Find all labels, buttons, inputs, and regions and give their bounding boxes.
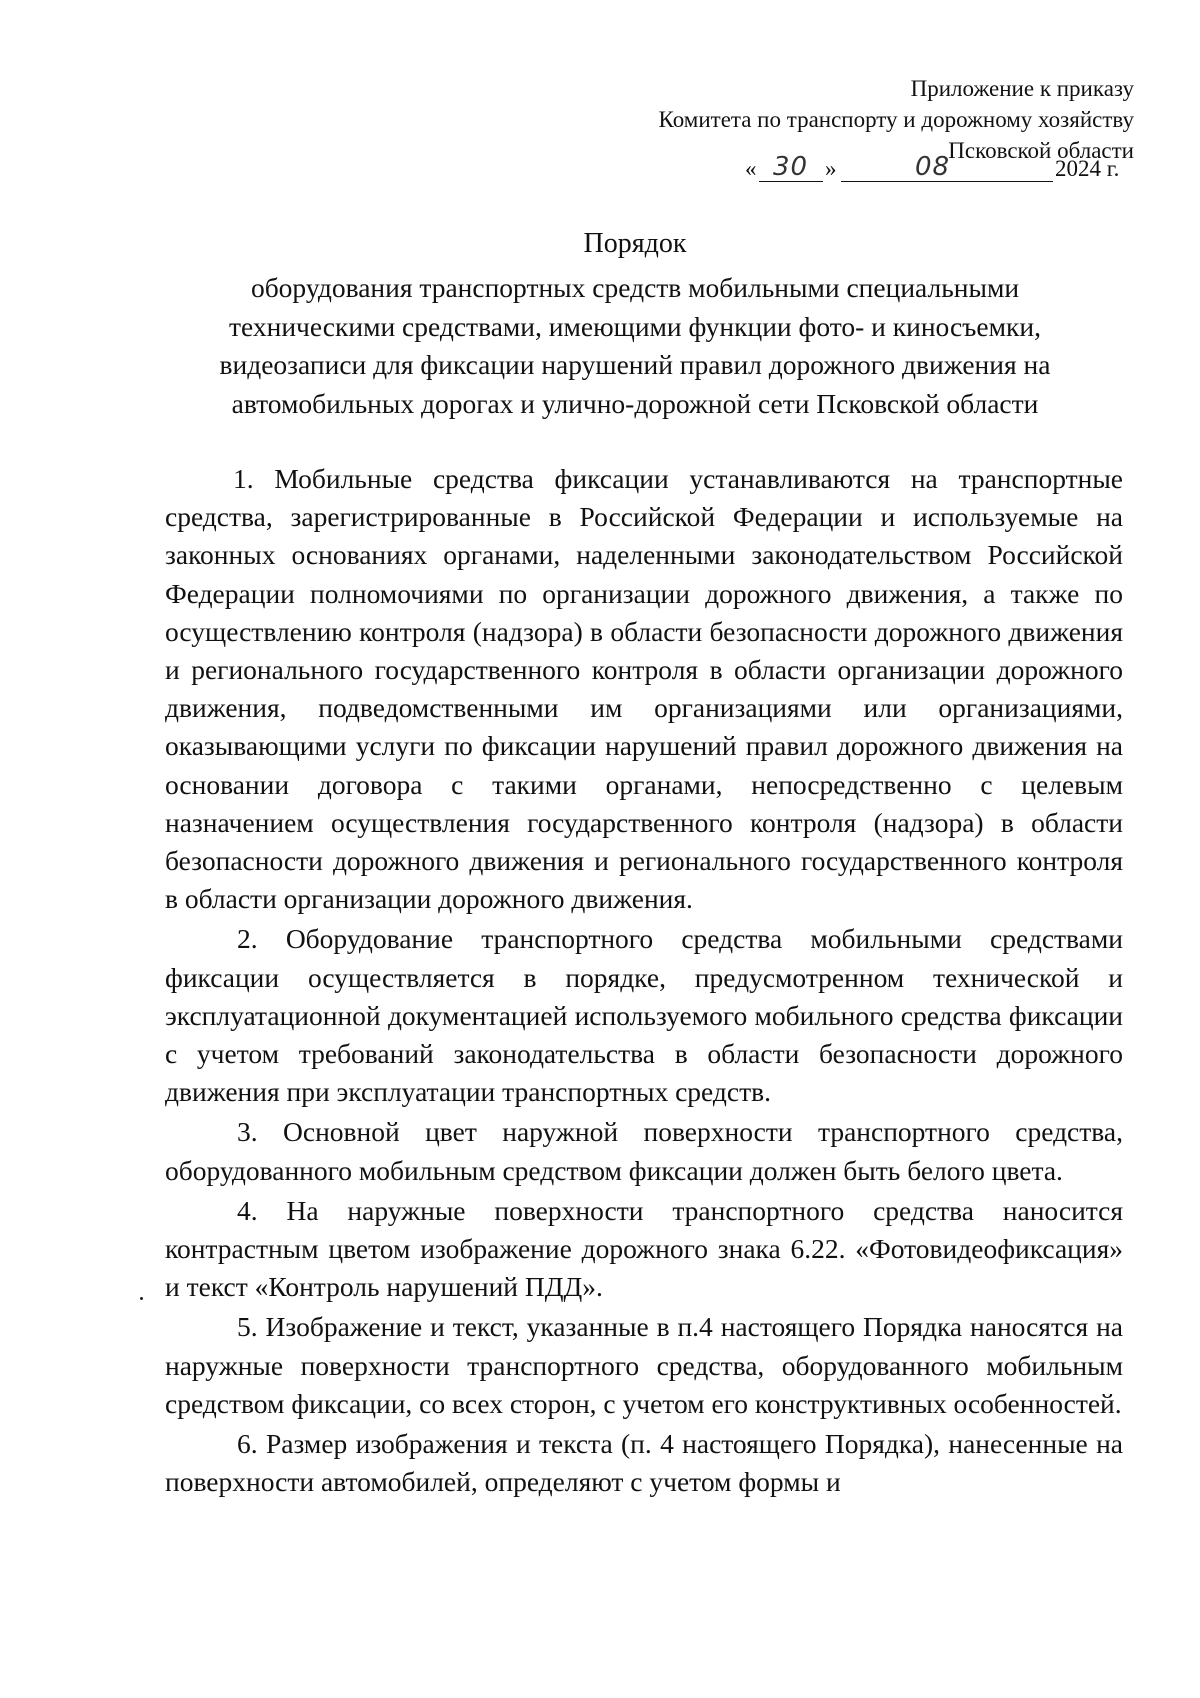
paragraph-4: 4. На наружные поверхности транспортного средства наносится контрастным цветом изображение дорожного знака 6.22. «Фотовидеофиксация» и текст «Контроль нарушений ПДД». bbox=[165, 1194, 1123, 1303]
appendix-line-3: Псковской области bbox=[948, 138, 1134, 163]
date-year: 2024 г. bbox=[1055, 156, 1120, 181]
date-day-handwritten: 30 bbox=[773, 152, 809, 182]
document-heading bbox=[150, 225, 1120, 423]
paragraph-1: 1. Мобильные средства фиксации устанавливаются на транспортные средства, зарегистрированные в Российской Федерации и используемые на законных основаниях органами, наделенными законодательством Российской Федерации полномочиями по организации дорожного движения, а также по осуществлению контроля (надзора) в области безопасности дорожного движения и регионального государственного контроля в области организации дорожного движения, подведомственными им организациями или организациями, оказывающими услуги по фиксации нарушений правил дорожного движения на основании договора с такими органами, непосредственно с целевым назначением осуществления государственного контроля (надзора) в области безопасности дорожного движения и регионального государственного контроля в области организации дорожного движения. bbox=[165, 463, 1123, 915]
appendix-line-2: Комитета по транспорту и дорожному хозяйству bbox=[658, 107, 1134, 132]
date-open-quote: « bbox=[745, 156, 757, 181]
scan-speck bbox=[140, 1297, 143, 1300]
subtitle-line: оборудования транспортных средств мобильными специальными bbox=[250, 272, 1020, 303]
date-close-quote: » bbox=[825, 156, 837, 181]
date-month-handwritten: 08 bbox=[915, 152, 951, 182]
subtitle-line: видеозаписи для фиксации нарушений правил дорожного движения на bbox=[219, 349, 1051, 380]
paragraph-5: 5. Изображение и текст, указанные в п.4 настоящего Порядка наносятся на наружные поверхности транспортного средства, оборудованного мобильным средством фиксации, со всех сторон, с учетом его конструктивных особенностей. bbox=[165, 1311, 1123, 1419]
paragraph-3: 3. Основной цвет наружной поверхности транспортного средства, оборудованного мобильным средством фиксации должен быть белого цвета. bbox=[165, 1116, 1123, 1186]
order-date bbox=[745, 150, 1134, 190]
document-title: Порядок bbox=[583, 228, 687, 259]
document-body bbox=[165, 460, 1123, 1503]
paragraph-6: 6. Размер изображения и текста (п. 4 настоящего Порядка), нанесенные на поверхности автомобилей, определяют с учетом формы и bbox=[165, 1428, 1123, 1498]
paragraph-2: 2. Оборудование транспортного средства мобильными средствами фиксации осуществляется в порядке, предусмотренном технической и эксплуатационной документацией используемого мобильного средства фиксации с учетом требований законодательства в области безопасности дорожного движения при эксплуатации транспортных средств. bbox=[165, 923, 1123, 1108]
appendix-line-1: Приложение к приказу bbox=[910, 76, 1134, 101]
subtitle-line: автомобильных дорогах и улично-дорожной сети Псковской области bbox=[231, 387, 1039, 419]
subtitle-line: техническими средствами, имеющими функции фото- и киносъемки, bbox=[229, 310, 1041, 342]
